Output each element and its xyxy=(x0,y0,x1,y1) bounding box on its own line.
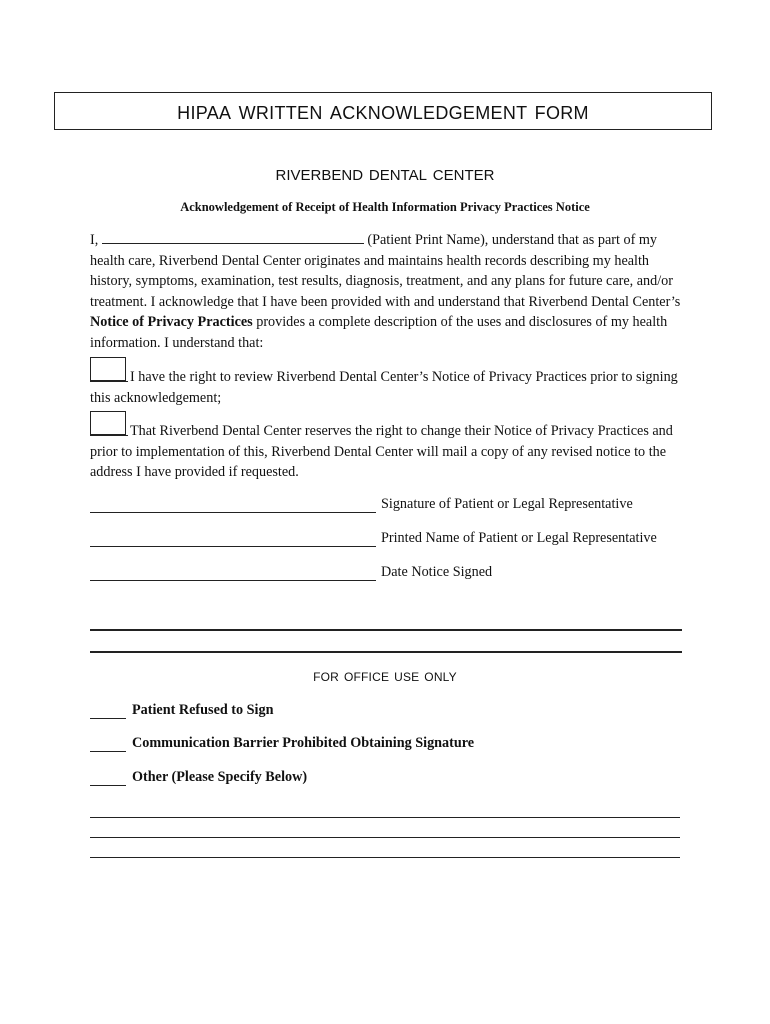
office-option-barrier xyxy=(90,735,474,752)
refused-label: Patient Refused to Sign xyxy=(132,702,274,718)
specify-line[interactable] xyxy=(90,837,680,838)
office-use-heading: for office use only xyxy=(313,666,457,685)
date-label: Date Notice Signed xyxy=(381,564,493,580)
barrier-label: Communication Barrier Prohibited Obtaining Signature xyxy=(132,735,475,751)
section-divider xyxy=(90,629,682,631)
acknowledgement-item-2 xyxy=(90,421,682,483)
checkbox-underline xyxy=(90,435,128,436)
notice-of-privacy-practices: Notice of Privacy Practices xyxy=(90,314,253,331)
printed-name-row xyxy=(90,530,657,547)
section-divider xyxy=(90,651,682,653)
refused-checkline[interactable] xyxy=(90,704,126,719)
office-option-refused xyxy=(90,702,273,719)
specify-line[interactable] xyxy=(90,857,680,858)
signature-label: Signature of Patient or Legal Representative xyxy=(381,496,633,512)
date-row xyxy=(90,564,492,581)
notice-heading: Acknowledgement of Receipt of Health Information Privacy Practices Notice xyxy=(180,200,590,214)
item-1-text: I have the right to review Riverbend Dental Center’s Notice of Privacy Practices prior to signing this acknowledgement; xyxy=(90,369,678,406)
other-label: Other (Please Specify Below) xyxy=(132,769,308,785)
practice-name: riverbend dental center xyxy=(275,162,495,185)
patient-name-blank[interactable] xyxy=(102,231,364,244)
signature-line[interactable] xyxy=(90,498,376,513)
date-line[interactable] xyxy=(90,566,376,581)
checkbox-underline xyxy=(90,381,128,382)
printed-name-line[interactable] xyxy=(90,532,376,547)
acknowledgement-item-1 xyxy=(90,367,682,408)
title-box xyxy=(54,92,712,130)
signature-row xyxy=(90,496,633,513)
intro-prefix: I, xyxy=(90,232,99,248)
office-option-other xyxy=(90,769,307,786)
form-title: hipaa written acknowledgement form xyxy=(177,96,589,125)
printed-name-label: Printed Name of Patient or Legal Representative xyxy=(381,530,657,546)
checkbox-notice-changes[interactable] xyxy=(90,411,126,435)
other-checkline[interactable] xyxy=(90,771,126,786)
item-2-text: That Riverbend Dental Center reserves the right to change their Notice of Privacy Practices and prior to implementation of this, Riverbend Dental Center will mail a copy of any revised notice to the address I have provided if requested. xyxy=(90,423,673,481)
specify-line[interactable] xyxy=(90,817,680,818)
barrier-checkline[interactable] xyxy=(90,737,126,752)
intro-text: (Patient Print Name), understand that as part of my health care, Riverbend Dental Center originates and maintains health records describing my health history, symptoms, examination, test results, diagnosis, treatment, and any plans for future care, and/or treatment. I acknowledge that I have been provided with and understand that Riverbend Dental Center’s xyxy=(90,232,681,310)
checkbox-right-to-review[interactable] xyxy=(90,357,126,381)
intro-suffix: provides a complete description of the uses and disclosures of my health information. I understand that: xyxy=(90,314,668,351)
intro-paragraph xyxy=(90,230,682,354)
